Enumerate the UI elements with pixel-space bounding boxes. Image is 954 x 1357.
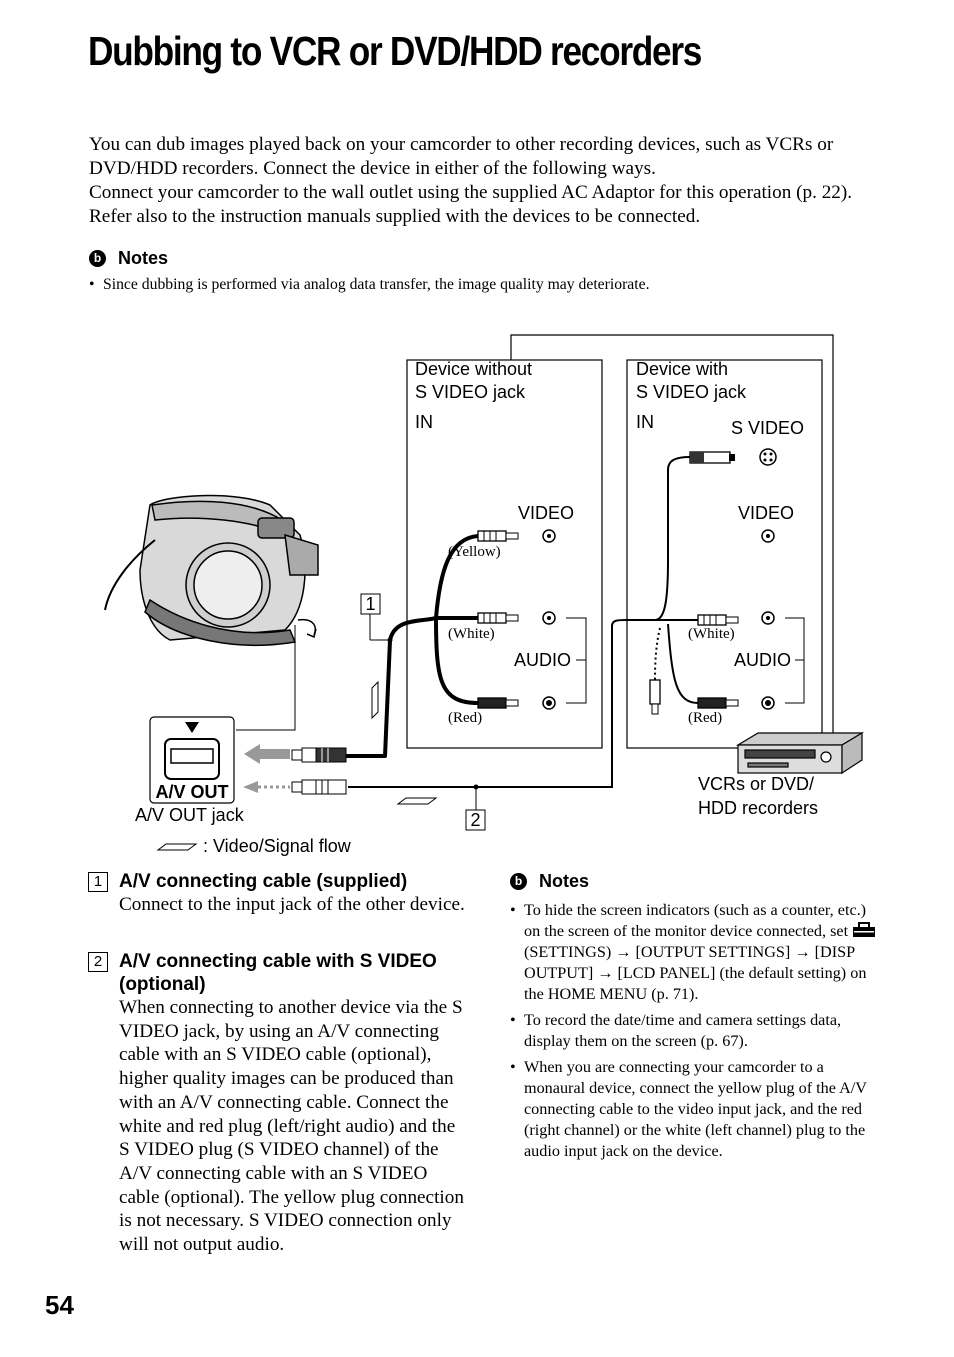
- marker-1: 1: [365, 594, 376, 614]
- note-text: (SETTINGS) → [OUTPUT SETTINGS] → [DISP OUTPUT] → [LCD PANEL] (the default setting) on the HOME MENU (p. 71).: [524, 943, 867, 1003]
- page-number: 54: [45, 1290, 74, 1320]
- audio-label-right: AUDIO: [734, 650, 792, 670]
- marker-2: 2: [470, 810, 481, 830]
- video-label-right: VIDEO: [738, 503, 795, 523]
- item-heading-text: A/V connecting cable (supplied): [119, 871, 408, 892]
- yellow-label: (Yellow): [448, 544, 501, 560]
- note-item: • Since dubbing is performed via analog data transfer, the image quality may deteriorate.: [89, 276, 909, 294]
- av-out-jack-label: A/V OUT jack: [135, 805, 244, 825]
- signal-arrow-1: [244, 744, 290, 764]
- signal-arrow-2: [243, 781, 290, 793]
- note-item: [510, 900, 880, 1005]
- notes-list: [510, 900, 880, 1167]
- note-text: To hide the screen indicators (such as a counter, etc.) on the screen of the monitor device connected, set: [524, 901, 867, 940]
- svideo-label: S VIDEO: [731, 418, 805, 438]
- red-label-right: (Red): [688, 710, 723, 726]
- signal-flow-arrow-right: [398, 798, 436, 804]
- item-av-svideo-cable: [88, 950, 468, 1257]
- vcr-recorder-icon: [738, 733, 862, 773]
- notes-heading: [510, 871, 589, 892]
- signal-flow-legend-icon: [158, 844, 196, 850]
- white-label-left: (White): [448, 626, 495, 642]
- video-label-left: VIDEO: [518, 503, 575, 523]
- notes-heading-label: Notes: [539, 871, 590, 891]
- device-without-in-label: IN: [415, 412, 433, 432]
- notes-heading: [89, 248, 168, 269]
- svideo-plug-icon: [690, 452, 735, 463]
- camcorder-icon: [105, 496, 318, 646]
- av-out-panel-label: A/V OUT: [155, 782, 229, 802]
- white-label-right: (White): [688, 626, 735, 642]
- intro-paragraph-2: Connect your camcorder to the wall outlet using the supplied AC Adaptor for this operation (p. 22). Refer also to the instruction manuals supplied with the devices to be connected.: [89, 182, 853, 227]
- device-without-title-2: S VIDEO jack: [415, 382, 526, 402]
- intro-paragraph-1: You can dub images played back on your camcorder to other recording devices, such as VCRs or DVD/HDD recorders. Connect the device in either of the following ways.: [89, 134, 834, 179]
- signal-flow-legend: : Video/Signal flow: [203, 836, 351, 856]
- item-av-cable: [88, 870, 468, 917]
- item-heading: [88, 950, 468, 996]
- signal-flow-arrow-up: [372, 682, 378, 718]
- audio-label-left: AUDIO: [514, 650, 572, 670]
- notes-icon: b: [510, 873, 527, 890]
- notes-heading-label: Notes: [118, 248, 169, 268]
- av-plug-2-icon: [292, 780, 346, 794]
- device-with-in-label: IN: [636, 412, 654, 432]
- item-number: 2: [88, 952, 108, 972]
- note-item: • To record the date/time and camera settings data, display them on the screen (p. 67).: [510, 1010, 880, 1052]
- settings-toolbox-icon: [852, 922, 876, 938]
- recorders-label-1: VCRs or DVD/: [698, 774, 815, 794]
- device-without-title-1: Device without: [415, 359, 533, 379]
- device-with-title-2: S VIDEO jack: [636, 382, 747, 402]
- page-title: Dubbing to VCR or DVD/HDD recorders: [88, 28, 702, 74]
- item-body: When connecting to another device via the S VIDEO jack, by using an A/V connecting cable with an S VIDEO cable (optional), higher quality images can be produced than with an A/V connecting cable. Connect the white and red plug (left/right audio) and the S VIDEO plug (S VIDEO channel) of the A/V connecting cable with an S VIDEO cable (optional). The yellow plug connection is not necessary. S VIDEO connection only will not output audio.: [119, 997, 464, 1256]
- notes-list: [89, 276, 909, 294]
- item-heading-text: A/V connecting cable with S VIDEO (optional): [119, 951, 437, 995]
- av-out-panel: [150, 717, 234, 803]
- item-number: 1: [88, 872, 108, 892]
- item-heading: [88, 870, 468, 893]
- connection-diagram: [0, 320, 954, 870]
- intro-text: [89, 133, 889, 229]
- recorders-label-2: HDD recorders: [698, 798, 819, 818]
- item-body: Connect to the input jack of the other device.: [119, 894, 465, 915]
- device-with-title-1: Device with: [636, 359, 729, 379]
- svideo-jack-icon: [760, 449, 776, 465]
- red-label-left: (Red): [448, 710, 483, 726]
- note-item: • When you are connecting your camcorder to a monaural device, connect the yellow plug of the A/V connecting cable to the video input jack, and the red (right channel) or the white (left channel) plug to the audio input jack on the device.: [510, 1057, 880, 1162]
- notes-icon: b: [89, 250, 106, 267]
- device-without-svideo-box: [407, 360, 602, 748]
- av-plug-1-icon: [292, 748, 346, 762]
- unused-yellow-plug-icon: [650, 680, 660, 714]
